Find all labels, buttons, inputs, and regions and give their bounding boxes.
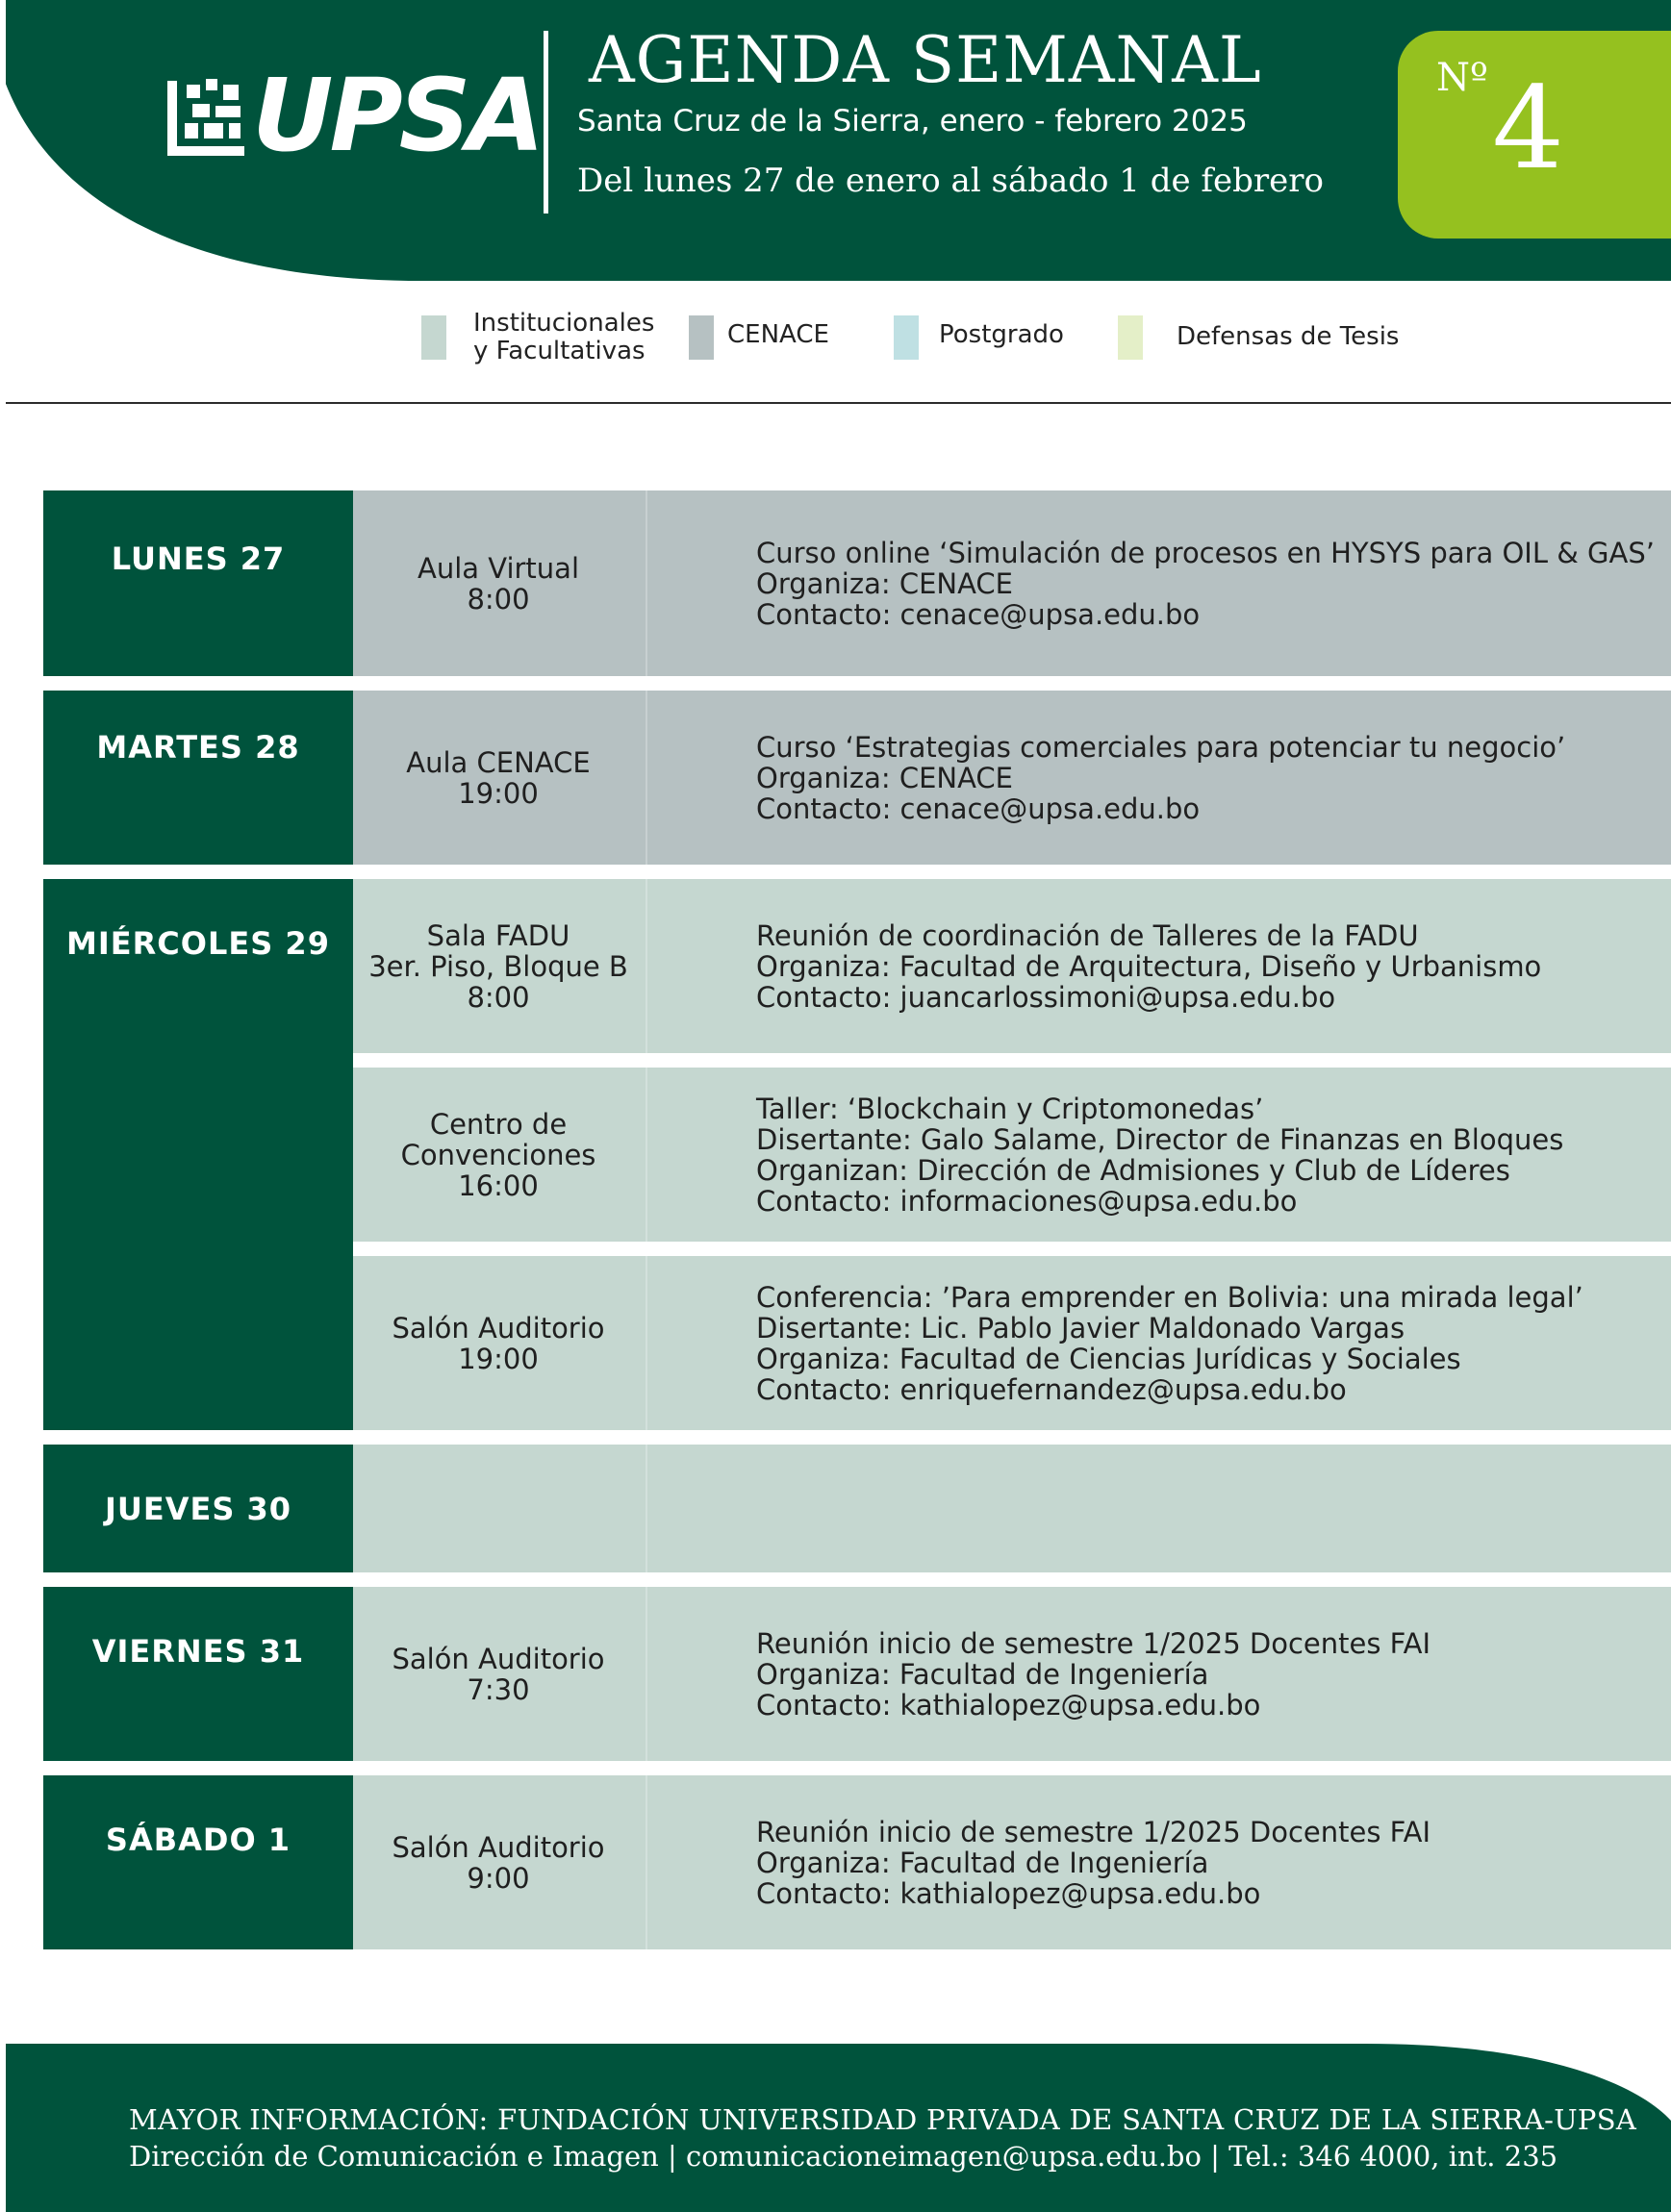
day-label: MIÉRCOLES 29 <box>66 925 330 962</box>
event-details <box>756 1775 1430 1949</box>
day-label: LUNES 27 <box>111 540 286 577</box>
date-range: Del lunes 27 de enero al sábado 1 de febrero <box>577 162 1324 200</box>
event-details <box>756 1068 1563 1242</box>
legend-swatch-cenace <box>689 315 714 360</box>
legend-label-institucionales: Institucionales y Facultativas <box>473 309 655 365</box>
page-subtitle: Santa Cruz de la Sierra, enero - febrero 2025 <box>577 104 1248 138</box>
legend-swatch-institucionales <box>421 315 446 360</box>
event-detail-line: Disertante: Galo Salame, Director de Finanzas en Bloques <box>756 1122 1564 1156</box>
day-label: JUEVES 30 <box>104 1491 292 1527</box>
event-details <box>756 691 1565 865</box>
event-detail-line: Contacto: enriquefernandez@upsa.edu.bo <box>756 1372 1347 1406</box>
event-details <box>756 1256 1583 1430</box>
legend-divider <box>0 402 1671 404</box>
day-block <box>43 879 353 1430</box>
column-separator <box>646 879 647 1053</box>
event-place <box>353 879 644 1053</box>
legend-label-cenace: CENACE <box>727 320 829 349</box>
event-details <box>756 879 1541 1053</box>
event-detail-line: Organiza: Facultad de Ingeniería <box>756 1657 1209 1691</box>
event-place <box>353 1068 644 1242</box>
column-separator <box>646 1068 647 1242</box>
event-detail-line: Curso ‘Estrategias comerciales para potenciar tu negocio’ <box>756 730 1566 764</box>
legend-label-defensas: Defensas de Tesis <box>1177 322 1400 351</box>
event-detail-line: Contacto: cenace@upsa.edu.bo <box>756 792 1201 825</box>
day-label: MARTES 28 <box>96 729 300 766</box>
event-place-line: 7:30 <box>467 1672 530 1706</box>
header <box>0 0 1671 289</box>
issue-number-badge <box>1398 31 1671 239</box>
column-separator <box>646 490 647 676</box>
legend-swatch-postgrado <box>894 315 919 360</box>
event-row <box>353 1068 1671 1242</box>
event-place-line: Sala FADU <box>426 918 570 952</box>
event-place-line: 16:00 <box>458 1169 539 1202</box>
day-block <box>43 1445 353 1572</box>
column-separator <box>646 1445 647 1572</box>
day-block <box>43 1587 353 1761</box>
page-title: AGENDA SEMANAL <box>589 23 1262 97</box>
event-detail-line: Organiza: CENACE <box>756 761 1014 794</box>
event-place-line: Centro de <box>429 1107 568 1141</box>
event-row <box>353 879 1671 1053</box>
column-separator <box>646 1256 647 1430</box>
event-row <box>353 1587 1671 1761</box>
event-detail-line: Organizan: Dirección de Admisiones y Club de Líderes <box>756 1153 1510 1187</box>
event-place <box>353 490 644 676</box>
event-detail-line: Organiza: CENACE <box>756 566 1014 600</box>
day-block <box>43 1775 353 1949</box>
upsa-logo-mark-icon <box>164 75 250 158</box>
event-row <box>353 1445 1671 1572</box>
event-place <box>353 1256 644 1430</box>
left-border <box>0 0 6 2212</box>
footer-info: MAYOR INFORMACIÓN: FUNDACIÓN UNIVERSIDAD PRIVADA DE SANTA CRUZ DE LA SIERRA-UPSA <box>129 2103 1637 2136</box>
event-detail-line: Organiza: Facultad de Ciencias Jurídicas y Sociales <box>756 1342 1461 1375</box>
event-place-line: 19:00 <box>458 1342 539 1375</box>
issue-number-value: 4 <box>1492 62 1565 194</box>
event-detail-line: Contacto: cenace@upsa.edu.bo <box>756 597 1201 631</box>
event-detail-line: Reunión de coordinación de Talleres de la FADU <box>756 918 1419 952</box>
event-details <box>756 490 1655 676</box>
event-detail-line: Contacto: informaciones@upsa.edu.bo <box>756 1184 1298 1218</box>
issue-number-label: Nº <box>1436 56 1488 100</box>
event-detail-line: Taller: ‘Blockchain y Criptomonedas’ <box>756 1092 1264 1125</box>
event-place-line: Salón Auditorio <box>392 1642 605 1675</box>
event-detail-line: Conferencia: ’Para emprender en Bolivia: una mirada legal’ <box>756 1280 1583 1314</box>
event-place-line: Convenciones <box>400 1138 596 1171</box>
day-label: SÁBADO 1 <box>105 1822 291 1858</box>
logo-text: UPSA <box>252 57 542 174</box>
event-row <box>353 1256 1671 1430</box>
event-detail-line: Organiza: Facultad de Arquitectura, Diseño y Urbanismo <box>756 949 1542 983</box>
footer-contact: Dirección de Comunicación e Imagen | comunicacioneimagen@upsa.edu.bo | Tel.: 346 4000, int. 235 <box>129 2140 1558 2173</box>
day-block <box>43 490 353 676</box>
event-place-line: Aula Virtual <box>417 551 580 585</box>
event-place-line: 8:00 <box>467 582 530 616</box>
header-divider <box>544 31 548 214</box>
footer <box>0 2044 1671 2212</box>
day-label: VIERNES 31 <box>91 1633 305 1670</box>
event-place-line: 3er. Piso, Bloque B <box>368 949 628 983</box>
event-place-line: 19:00 <box>458 776 539 810</box>
event-row <box>353 691 1671 865</box>
event-details <box>756 1587 1430 1761</box>
event-detail-line: Contacto: juancarlossimoni@upsa.edu.bo <box>756 980 1336 1014</box>
event-detail-line: Reunión inicio de semestre 1/2025 Docentes FAI <box>756 1815 1431 1848</box>
day-block <box>43 691 353 865</box>
event-detail-line: Curso online ‘Simulación de procesos en HYSYS para OIL & GAS’ <box>756 536 1655 569</box>
event-detail-line: Disertante: Lic. Pablo Javier Maldonado Vargas <box>756 1311 1405 1345</box>
event-place-line: Salón Auditorio <box>392 1830 605 1864</box>
event-place <box>353 1587 644 1761</box>
legend-swatch-defensas <box>1118 315 1143 360</box>
event-place <box>353 1445 644 1572</box>
event-place-line: 8:00 <box>467 980 530 1014</box>
event-place <box>353 691 644 865</box>
event-place-line: Aula CENACE <box>406 745 591 779</box>
event-place-line: 9:00 <box>467 1861 530 1895</box>
column-separator <box>646 691 647 865</box>
event-detail-line: Reunión inicio de semestre 1/2025 Docentes FAI <box>756 1626 1431 1660</box>
event-row <box>353 490 1671 676</box>
event-detail-line: Organiza: Facultad de Ingeniería <box>756 1846 1209 1879</box>
column-separator <box>646 1775 647 1949</box>
legend-label-postgrado: Postgrado <box>939 320 1064 349</box>
event-row <box>353 1775 1671 1949</box>
event-place-line: Salón Auditorio <box>392 1311 605 1345</box>
upsa-logo <box>164 57 542 174</box>
event-place <box>353 1775 644 1949</box>
column-separator <box>646 1587 647 1761</box>
event-detail-line: Contacto: kathialopez@upsa.edu.bo <box>756 1876 1261 1910</box>
event-detail-line: Contacto: kathialopez@upsa.edu.bo <box>756 1688 1261 1722</box>
